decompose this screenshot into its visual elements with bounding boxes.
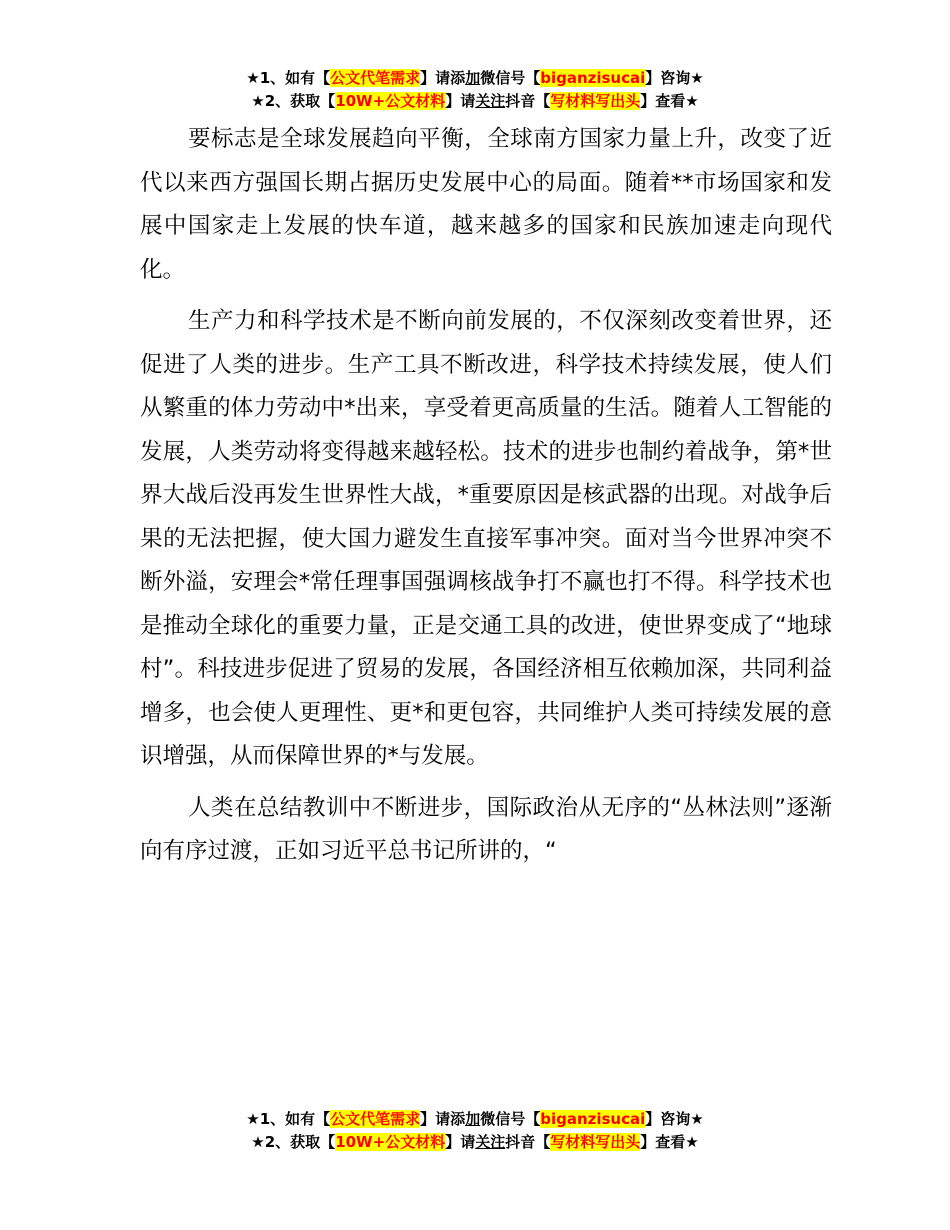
banner-underline: 关注 [475, 1133, 506, 1151]
paragraph-3: 人类在总结教训中不断进步，国际政治从无序的“丛林法则”逐渐向有序过渡，正如习近平总书记所讲的，“ [140, 794, 832, 864]
banner-highlight: 公文代笔需求 [330, 69, 421, 87]
banner-text: 】请 [445, 92, 476, 110]
banner-line-2 [0, 90, 950, 113]
banner-underline: 关注 [475, 92, 506, 110]
banner-text: 微信号【 [480, 1110, 541, 1128]
footer-banner [0, 1108, 950, 1154]
banner-highlight: biganzisucai [540, 1110, 646, 1128]
banner-highlight: 10W+公文材料 [335, 92, 446, 110]
banner-text: 】请 [445, 1133, 476, 1151]
banner-text: 抖音【 [505, 1133, 551, 1151]
banner-text: 微信号【 [480, 69, 541, 87]
banner-text: 】咨询★ [645, 69, 704, 87]
banner-highlight: biganzisucai [540, 69, 646, 87]
banner-line-1 [0, 67, 950, 90]
banner-line-2 [0, 1131, 950, 1154]
banner-text: ★1、如有【 [246, 1110, 331, 1128]
paragraph-1: 要标志是全球发展趋向平衡，全球南方国家力量上升，改变了近代以来西方强国长期占据历史发展中心的局面。随着**市场国家和发展中国家走上发展的快车道，越来越多的国家和民族加速走向现代化。 [140, 126, 832, 283]
banner-text: 抖音【 [505, 92, 551, 110]
document-body [140, 118, 832, 882]
banner-underline: 加 [465, 1110, 481, 1128]
banner-text: ★1、如有【 [246, 69, 331, 87]
banner-text: 】请添 [420, 1110, 466, 1128]
banner-text: 】请添 [420, 69, 466, 87]
banner-text: ★2、获取【 [251, 1133, 336, 1151]
banner-highlight: 写材料写出头 [550, 1133, 641, 1151]
header-banner [0, 67, 950, 113]
banner-text: 】查看★ [640, 1133, 699, 1151]
banner-line-1 [0, 1108, 950, 1131]
banner-text: 】查看★ [640, 92, 699, 110]
banner-underline: 加 [465, 69, 481, 87]
paragraph-2: 生产力和科学技术是不断向前发展的，不仅深刻改变着世界，还促进了人类的进步。生产工具不断改进，科学技术持续发展，使人们从繁重的体力劳动中*出来，享受着更高质量的生活。随着人工智能的发展，人类劳动将变得越来越轻松。技术的进步也制约着战争，第*世界大战后没再发生世界性大战，*重要原因是核武器的出现。对战争后果的无法把握，使大国力避发生直接军事冲突。面对当今世界冲突不断外溢，安理会*常任理事国强调核战争打不赢也打不得。科学技术也是推动全球化的重要力量，正是交通工具的改进，使世界变成了“地球村”。科技进步促进了贸易的发展，各国经济相互依赖加深，共同利益增多，也会使人更理性、更*和更包容，共同维护人类可持续发展的意识增强，从而保障世界的*与发展。 [140, 308, 832, 769]
banner-highlight: 公文代笔需求 [330, 1110, 421, 1128]
banner-text: ★2、获取【 [251, 92, 336, 110]
banner-highlight: 写材料写出头 [550, 92, 641, 110]
banner-highlight: 10W+公文材料 [335, 1133, 446, 1151]
banner-text: 】咨询★ [645, 1110, 704, 1128]
